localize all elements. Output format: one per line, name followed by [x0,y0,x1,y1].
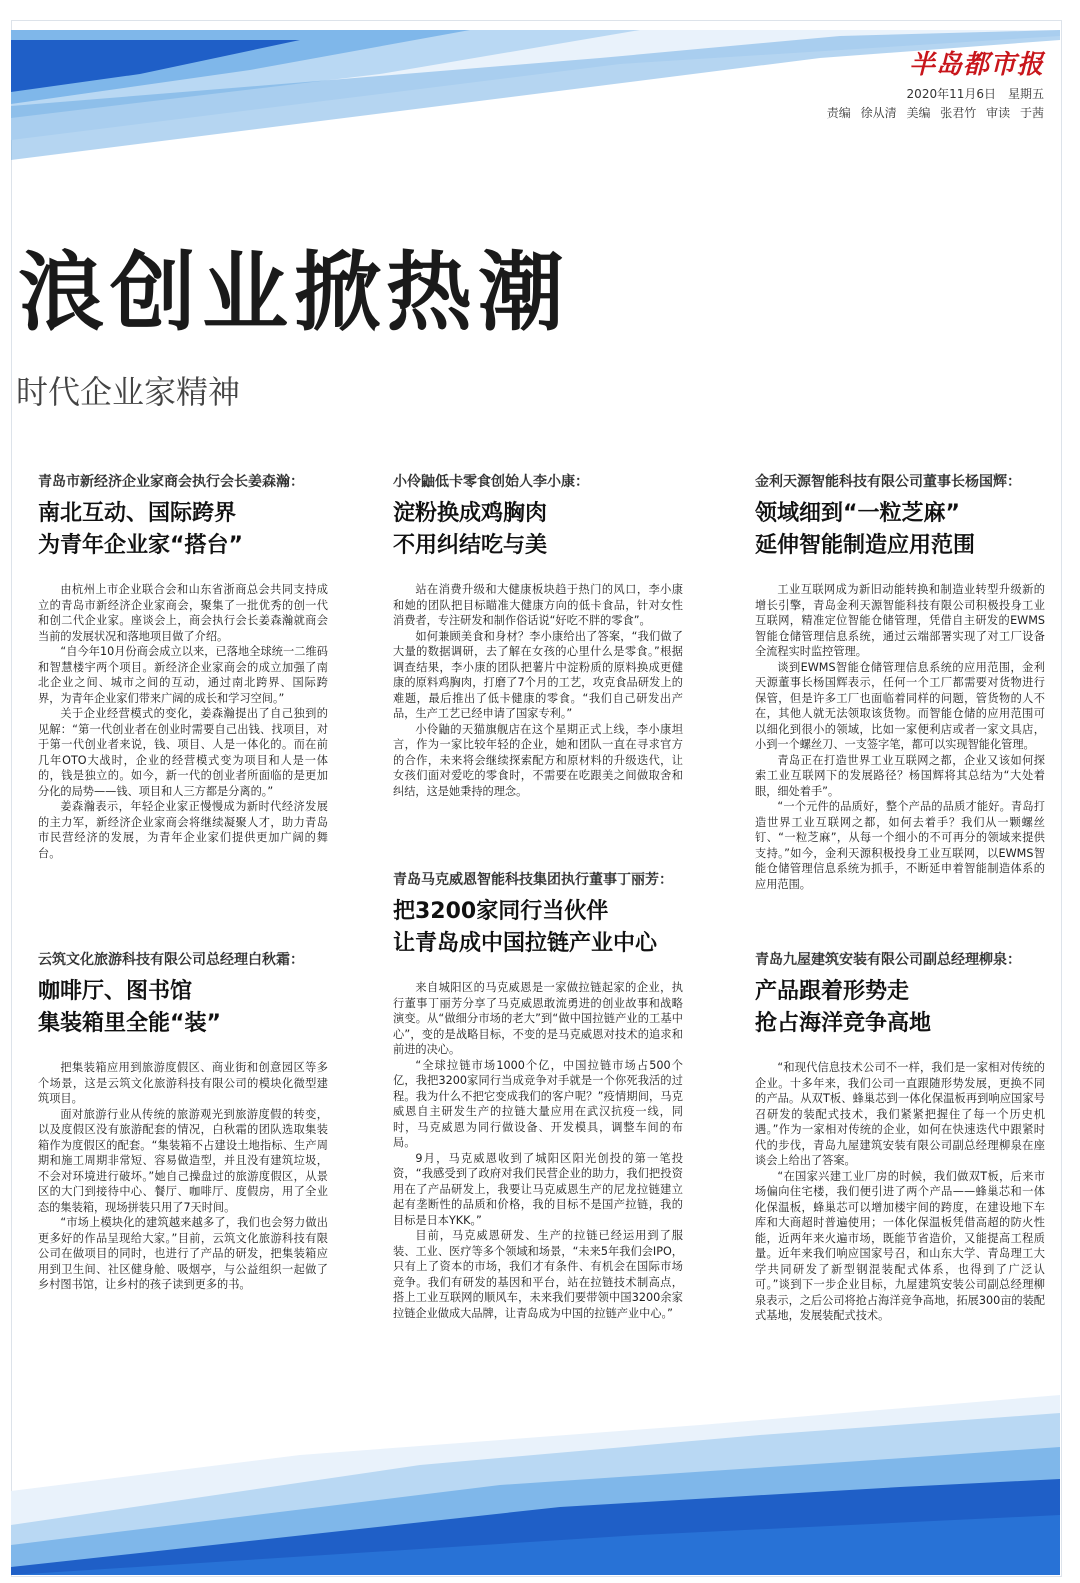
headline-line: 南北互动、国际跨界 [38,501,237,526]
paragraph: “全球拉链市场1000个亿，中国拉链市场占500个亿，我把3200家同行当成竞争对手就是一个你死我活的过程。我为什么不把它变成我们的客户呢？”疫情期间，马克威恩自主研发生产的拉链大量应用在武汉抗疫一线，同时，马克威恩为同行做设备、开发模具，调整车间的布局。 [393,1058,683,1149]
footer-wave-decoration [0,1395,1080,1583]
paragraph: 如何兼顾美食和身材？李小康给出了答案，“我们做了大量的数据调研，去了解在女孩的心里什么是零食。”根据调查结果，李小康的团队把薯片中淀粉质的原料换成更健康的原料鸡胸肉，打磨了7个月的工艺，攻克食品研发上的难题，最后推出了低卡健康的零食。“我们自己研发出产品，生产工艺已经申请了国家专利。” [393,629,683,720]
paragraph: 姜森瀚表示，年轻企业家正慢慢成为新时代经济发展的主力军，新经济企业家商会将继续凝聚人才，助力青岛市民营经济的发展，为青年企业家们提供更加广阔的舞台。 [38,800,328,860]
article-body [38,1060,328,1293]
paragraph: “市场上模块化的建筑越来越多了，我们也会努力做出更多好的作品呈现给大家。”目前，云筑文化旅游科技有限公司在做项目的同时，也进行了产品的研发，把集装箱应用到卫生间、社区健身舱、吸烟亭，与公益组织一起做了乡村图书馆，让乡村的孩子读到更多的书。 [38,1216,328,1291]
credit-name: 张君竹 [940,106,977,120]
paragraph: 由杭州上市企业联合会和山东省浙商总会共同支持成立的青岛市新经济企业家商会，聚集了一批优秀的创一代和创二代企业家。座谈会上，商会执行会长姜森瀚就商会当前的发展状况和落地项目做了介绍。 [38,583,328,643]
paragraph: 目前，马克威恩研发、生产的拉链已经运用到了服装、工业、医疗等多个领域和场景，“未来5年我们会IPO，只有上了资本的市场，我们才有条件、有机会在国际市场竞争。我们有研发的基因和平台，站在拉链技术制高点，搭上工业互联网的顺风车，未来我们要带领中国3200余家拉链企业做成大品牌，让青岛成为中国的拉链产业中心。” [393,1229,683,1320]
article-headline [393,896,683,960]
article [755,950,1045,1324]
headline-line: 集装箱里全能“装” [38,1011,221,1036]
article [38,950,328,1293]
paragraph: 青岛正在打造世界工业互联网之都，企业又该如何探索工业互联网下的发展路径？杨国辉将其总结为“大处着眼，细处着手”。 [755,753,1045,798]
headline-line: 领域细到“一粒芝麻” [755,501,960,526]
paragraph: 工业互联网成为新旧动能转换和制造业转型升级新的增长引擎，青岛金利天源智能科技有限公司积极投身工业互联网，精准定位智能仓储管理，凭借自主研发的EWMS智能仓储管理信息系统，通过云端部署实现了对工厂设备全流程实时监控管理。 [755,583,1045,658]
paragraph: 面对旅游行业从传统的旅游观光到旅游度假的转变，以及度假区没有旅游配套的情况，白秋霜的团队选取集装箱作为度假区的配套。“集装箱不占建设土地指标、生产周期和施工周期非常短、容易做造型，并且没有建筑垃圾，不会对环境进行破坏。”她自己操盘过的旅游度假区，从景区的大门到接待中心、餐厅、咖啡厅、度假房，用了全业态的集装箱，现场拼装只用了7天时间。 [38,1107,328,1214]
article-kicker: 云筑文化旅游科技有限公司总经理白秋霜： [38,952,304,968]
article-headline [38,976,328,1040]
credit-role: 美编 [906,106,931,120]
article-kicker: 金利天源智能科技有限公司董事长杨国辉： [755,474,1021,490]
article-body [38,582,328,861]
headline-line: 抢占海洋竞争高地 [755,1011,932,1036]
editor-credits [821,104,1044,121]
paragraph: 9月，马克威恩收到了城阳区阳光创投的第一笔投资，“我感受到了政府对我们民营企业的助力，我们把投资用在了产品研发上，我要让马克威恩生产的尼龙拉链建立起有垄断性的品质和价格，我的目标不是国产拉链，我的目标是日本YKK。” [393,1151,683,1227]
credit-name: 徐从清 [860,106,897,120]
article-body [393,582,683,799]
article-headline [38,498,328,562]
headline-line: 产品跟着形势走 [755,979,910,1004]
paragraph: 来自城阳区的马克威恩是一家做拉链起家的企业，执行董事丁丽芳分享了马克威恩敢流勇进的创业故事和战略演变。从“做细分市场的老大”到“做中国拉链产业的工基中心”，变的是战略目标，不变的是马克威恩对技术的追求和前进的决心。 [393,981,683,1056]
paragraph: “一个元件的品质好，整个产品的品质才能好。青岛打造世界工业互联网之都，如何去着手？我们从一颗螺丝钉、“一粒芝麻”，从每一个细小的不可再分的领域来提供支持。”如今，金利天源积极投身工业互联网，以EWMS智能仓储管理信息系统为抓手，不断延申着智能制造体系的应用范围。 [755,800,1045,891]
newspaper-logo: 半岛都市报 [908,50,1044,80]
credit-role: 审读 [986,106,1011,120]
article-headline [393,498,683,562]
article [38,472,328,861]
page-title: 浪创业掀热潮 [18,243,570,343]
article [393,870,683,1321]
article-headline [755,976,1045,1040]
paragraph: “在国家兴建工业厂房的时候，我们做双T板，后来市场偏向住宅楼，我们便引进了两个产品——蜂巢芯和一体化保温板，蜂巢芯可以增加楼宇间的跨度，在建设地下车库和大商超时普遍使用；一体化保温板凭借高超的防火性能，近两年来火遍市场，既能节省造价，又能提高工程质量。近年来我们响应国家号召，和山东大学、青岛理工大学共同研发了新型钢混装配式体系，也得到了广泛认可。”谈到下一步企业目标，九屋建筑安装公司副总经理柳泉表示，之后公司将抢占海洋竞争高地，拓展300亩的装配式基地，发展装配式技术。 [755,1169,1045,1322]
headline-line: 咖啡厅、图书馆 [38,979,193,1004]
article-body [755,582,1045,892]
paragraph: 小伶鼬的天猫旗舰店在这个星期正式上线，李小康坦言，作为一家比较年轻的企业，她和团队一直在寻求官方的合作，未来将会继续探索配方和原材料的升级迭代，让女孩们面对爱吃的零食时，不需要在吃跟美之间做取舍和纠结，这是她秉持的理念。 [393,722,683,798]
headline-line: 把3200家同行当伙伴 [393,899,609,924]
headline-line: 淀粉换成鸡胸肉 [393,501,548,526]
article [755,472,1045,892]
page-subtitle: 时代企业家精神 [16,373,241,411]
paragraph: “自今年10月份商会成立以来，已落地全球统一二维码和智慧楼宇两个项目。新经济企业家商会的成立加强了南北企业之间、城市之间的互动，通过南北跨界、国际跨界，为青年企业家们带来广阔的成长和学习空间。” [38,645,328,705]
headline-line: 延伸智能制造应用范围 [755,533,976,558]
masthead [821,44,1044,121]
headline-line: 为青年企业家“搭台” [38,533,243,558]
issue-date: 2020年11月6日 星期五 [906,87,1044,101]
headline-line: 不用纠结吃与美 [393,533,548,558]
article-body [393,980,683,1321]
headline-line: 让青岛成中国拉链产业中心 [393,931,658,956]
paragraph: 站在消费升级和大健康板块趋于热门的风口，李小康和她的团队把目标瞄准大健康方向的低卡食品，针对女性消费者，专注研发和制作俗话说“好吃不胖的零食”。 [393,583,683,627]
article [393,472,683,799]
article-headline [755,498,1045,562]
article-body [755,1060,1045,1324]
paragraph: 把集装箱应用到旅游度假区、商业街和创意园区等多个场景，这是云筑文化旅游科技有限公司的模块化微型建筑项目。 [38,1061,328,1105]
credit-name: 于茜 [1019,106,1044,120]
paragraph: 谈到EWMS智能仓储管理信息系统的应用范围，金利天源董事长杨国辉表示，任何一个工厂都需要对货物进行保管，但是许多工厂也面临着同样的问题，管货物的人不在，其他人就无法领取该货物。而智能仓储的应用范围可以细化到很小的领域，比如一家便利店或者一家文具店，小到一个螺丝刀、一支签字笔，都可以实现智能化管理。 [755,660,1045,751]
article-kicker: 小伶鼬低卡零食创始人李小康： [393,474,589,490]
article-kicker: 青岛市新经济企业家商会执行会长姜森瀚： [38,474,304,490]
paragraph: 关于企业经营模式的变化，姜森瀚提出了自己独到的见解：“第一代创业者在创业时需要自己出钱、找项目，对于第一代创业者来说，钱、项目、人是一体化的。而在前几年OTO大战时，企业的经营模式变为项目和人是一体的，钱是独立的。如今，新一代的创业者所面临的是更加分化的局势——钱、项目和人三方都是分离的。” [38,707,328,798]
article-kicker: 青岛马克威恩智能科技集团执行董事丁丽芳： [393,872,673,888]
article-kicker: 青岛九屋建筑安装有限公司副总经理柳泉： [755,952,1021,968]
credit-role: 责编 [826,106,851,120]
paragraph: “和现代信息技术公司不一样，我们是一家相对传统的企业。十多年来，我们公司一直跟随形势发展，更换不同的产品。从双T板、蜂巢芯到一体化保温板再到响应国家号召研发的装配式技术，我们紧紧把握住了每一个历史机遇。”作为一家相对传统的企业，如何在快速迭代中跟紧时代的步伐，青岛九屋建筑安装有限公司副总经理柳泉在座谈会上给出了答案。 [755,1061,1045,1167]
